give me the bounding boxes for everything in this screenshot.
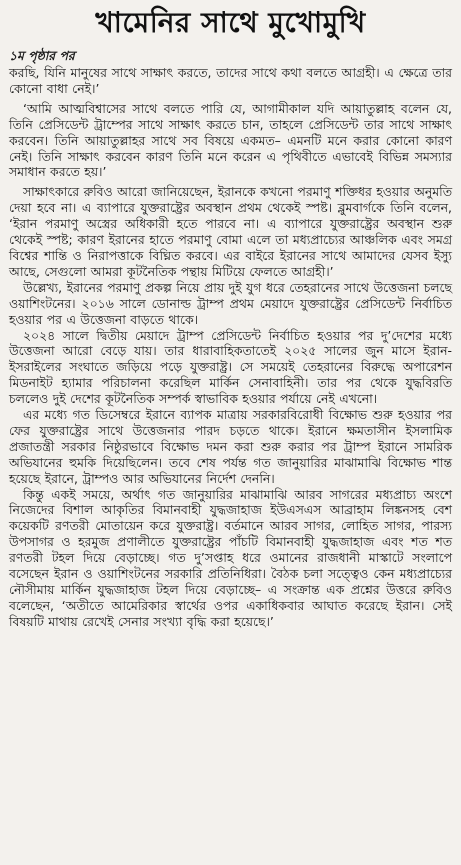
article-paragraph: উল্লেখ্য, ইরানের পরমাণু প্রকল্প নিয়ে প্রায় দুই যুগ ধরে তেহরানের সাথে উত্তেজনা চলছে ওয়াশিংটনের। ২০১৬ সালে ডোনাল্ড ট্রাম্প প্রথম মেয়াদে যুক্তরাষ্ট্রের প্রেসিডেন্ট নির্বাচিত হওয়ার পর এ উত্তেজনা বাড়তে থাকে।: [9, 279, 452, 327]
article-paragraph: ২০২৪ সালে দ্বিতীয় মেয়াদে ট্রাম্প প্রেসিডেন্ট নির্বাচিত হওয়ার পর দু’দেশের মধ্যে উত্তেজনা আরো বেড়ে যায়। তার ধারাবাহিকতাতেই ২০২৫ সালের জুন মাসে ইরান-ইসরাইলের সংঘাতে জড়িয়ে পড়ে যুক্তরাষ্ট্র। সে সময়েই তেহরানের বিরুদ্ধে অপারেশন মিডনাইট হ্যামার পরিচালনা করেছিল মার্কিন সেনাবাহিনী। তার পর থেকে যুদ্ধবিরতি চললেও দুই দেশের কূটনৈতিক সম্পর্ক স্বাভাবিক হওয়ার পর্যায়ে নেই এখনো।: [9, 327, 452, 407]
article-paragraph: সাক্ষাৎকারে রুবিও আরো জানিয়েছেন, ইরানকে কখনো পরমাণু শক্তিধর হওয়ার অনুমতি দেয়া হবে না। এ ব্যাপারে যুক্তরাষ্ট্রের অবস্থান প্রথম থেকেই স্পষ্ট। ব্লুমবার্গকে তিনি বলেন, ‘ইরান পরমাণু অস্ত্রের অধিকারী হতে পারবে না। এ ব্যাপারে যুক্তরাষ্ট্রের অবস্থান শুরু থেকেই স্পষ্ট; কারণ ইরানের হাতে পরমাণু বোমা এলে তা মধ্যপ্রাচ্যের আঞ্চলিক এবং সমগ্র বিশ্বের শান্তি ও নিরাপত্তাকে বিঘ্নিত করবে। এর বাইরে ইরানের সাথে আমাদের যেসব ইস্যু আছে, সেগুলো আমরা কূটনৈতিক পন্থায় মিটিয়ে ফেলতে আগ্রহী।’: [9, 184, 452, 279]
article-paragraph: করছি, যিনি মানুষের সাথে সাক্ষাৎ করতে, তাদের সাথে কথা বলতে আগ্রহী। এ ক্ষেত্রে তার কোনো বাধা নেই।’: [9, 65, 452, 96]
article-paragraph: কিন্তু একই সময়ে, অর্থাৎ গত জানুয়ারির মাঝামাঝি আরব সাগরের মধ্যপ্রাচ্য অংশে নিজেদের বিশাল আকৃতির বিমানবাহী যুদ্ধজাহাজ ইউএসএস আব্রাহাম লিঙ্কনসহ বেশ কয়েকটি রণতরী মোতায়েন করে যুক্তরাষ্ট্র। বর্তমানে আরব সাগর, লোহিত সাগর, পারস্য উপসাগর ও হরমুজ প্রণালীতে যুক্তরাষ্ট্রের পাঁচটি বিমানবাহী যুদ্ধজাহাজ এবং শত শত রণতরী টহল দিয়ে বেড়াচ্ছে। গত দু’সপ্তাহ ধরে ওমানের রাজধানী মাস্কাটে সংলাপে বসেছেন ইরান ও ওয়াশিংটনের সরকারি প্রতিনিধিরা। বৈঠক চলা সত্ত্বেও কেন মধ্যপ্রাচ্যের নৌসীমায় মার্কিন যুদ্ধজাহাজ টহল দিয়ে বেড়াচ্ছে– এ সংক্রান্ত এক প্রশ্নের উত্তরে রুবিও বলেছেন, ‘অতীতে আমেরিকার স্বার্থের ওপর একাধিকবার আঘাত করেছে ইরান। সেই বিষয়টি মাথায় রেখেই সেনার সংখ্যা বৃদ্ধি করা হয়েছে।’: [9, 486, 452, 629]
continued-from-label: ১ম পৃষ্ঠার পর: [9, 48, 75, 63]
headline: খামেনির সাথে মুখোমুখি: [95, 6, 366, 39]
article-paragraph: ‘আমি আত্মবিশ্বাসের সাথে বলতে পারি যে, আগামীকাল যদি আয়াতুল্লাহ বলেন যে, তিনি প্রেসিডেন্ট ট্রাম্পের সাথে সাক্ষাৎ করতে চান, তাহলে প্রেসিডেন্ট তার সাথে সাক্ষাৎ করবেন। তিনি আয়াতুল্লাহর সাথে সব বিষয়ে একমত– এমনটি মনে করার কোনো কারণ নেই। তিনি সাক্ষাৎ করবেন কারণ তিনি মনে করেন এ পৃথিবীতে এভাবেই বিভিন্ন সমস্যার সমাধান করতে হয়।’: [9, 100, 452, 180]
article-paragraph: এর মধ্যে গত ডিসেম্বরে ইরানে ব্যাপক মাত্রায় সরকারবিরোধী বিক্ষোভ শুরু হওয়ার পর ফের যুক্তরাষ্ট্রের সাথে উত্তেজনার পারদ চড়তে থাকে। ইরানে ক্ষমতাসীন ইসলামিক প্রজাতন্ত্রী সরকার নিষ্ঠুরভাবে বিক্ষোভ দমন করা শুরু করার পর ট্রাম্প ইরানে সামরিক অভিযানের হুমকি দিয়েছিলেন। তবে শেষ পর্যন্ত গত জানুয়ারির মাঝামাঝি বিক্ষোভ শান্ত হয়েছে ইরানে, ট্রাম্পও আর অভিযানের নির্দেশ দেননি।: [9, 407, 452, 486]
